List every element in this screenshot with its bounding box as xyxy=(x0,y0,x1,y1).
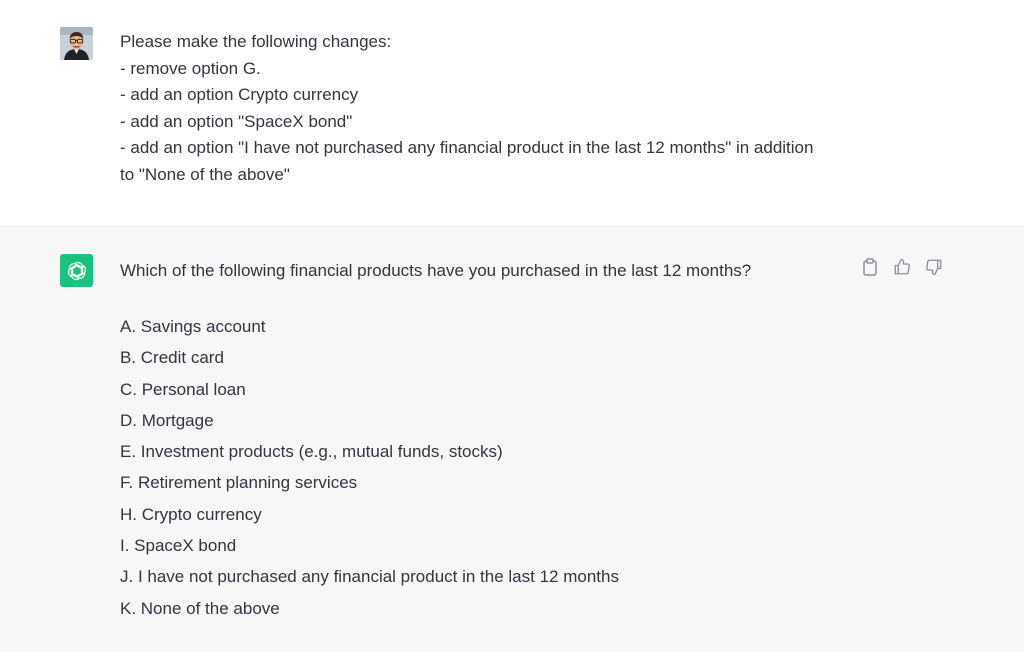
user-message-line: Please make the following changes: xyxy=(120,32,392,51)
assistant-avatar xyxy=(60,254,93,287)
list-item: I. SpaceX bond xyxy=(120,536,237,556)
list-item: H. Crypto currency xyxy=(120,504,262,524)
thumbs-up-icon xyxy=(893,258,911,276)
list-item: E. Investment products (e.g., mutual funds, stocks) xyxy=(120,442,503,462)
list-item: A. Savings account xyxy=(120,317,266,336)
user-message-text xyxy=(120,29,850,189)
assistant-question: Which of the following financial products have you purchased in the last 12 months? xyxy=(120,261,752,280)
list-item: K. None of the above xyxy=(120,598,280,618)
list-item: J. I have not purchased any financial product in the last 12 months xyxy=(120,567,619,587)
openai-logo-icon xyxy=(66,260,88,282)
answer-options-list xyxy=(120,311,619,624)
dislike-button[interactable] xyxy=(924,257,944,277)
user-avatar xyxy=(60,27,93,60)
message-actions xyxy=(860,257,944,277)
user-message-line: - remove option G. xyxy=(120,58,261,78)
clipboard-icon xyxy=(862,258,878,276)
list-item: D. Mortgage xyxy=(120,410,214,430)
list-item: C. Personal loan xyxy=(120,379,246,399)
user-message-line: - add an option Crypto currency xyxy=(120,85,359,105)
copy-button[interactable] xyxy=(860,257,880,277)
list-item: F. Retirement planning services xyxy=(120,473,358,493)
user-message-line: - add an option "I have not purchased any financial product in the last 12 months" in addition xyxy=(120,138,814,158)
thumbs-down-icon xyxy=(925,258,943,276)
like-button[interactable] xyxy=(892,257,912,277)
user-message-line: to "None of the above" xyxy=(120,164,290,184)
list-item: B. Credit card xyxy=(120,348,224,368)
user-message-line: - add an option "SpaceX bond" xyxy=(120,111,353,131)
user-message-block xyxy=(0,0,1024,227)
